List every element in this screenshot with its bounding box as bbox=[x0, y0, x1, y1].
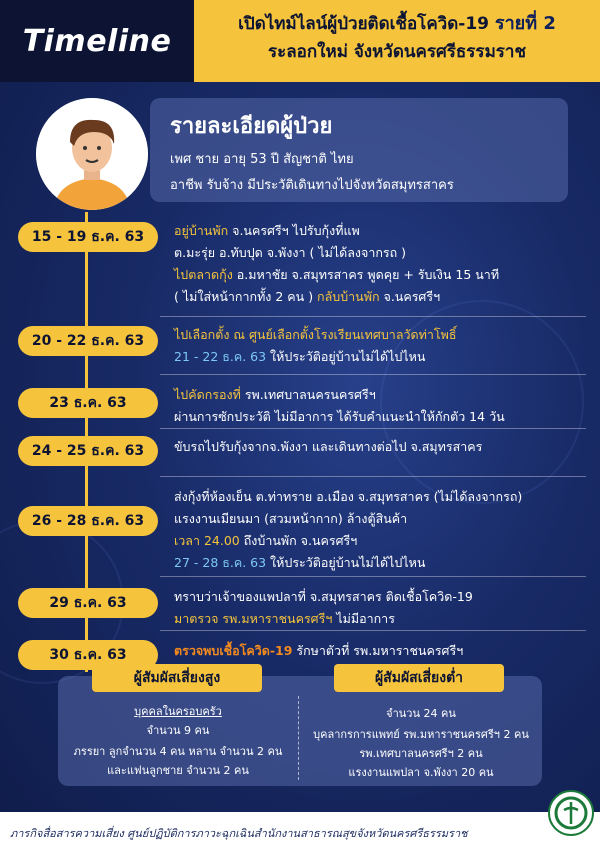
event-text: อยู่บ้านพัก bbox=[174, 223, 229, 238]
timeline-divider bbox=[160, 476, 586, 477]
high-risk-detail: ภรรยา ลูกจำนวน 4 คน หลาน จำนวน 2 คน bbox=[73, 745, 283, 758]
timeline-event bbox=[174, 586, 586, 630]
timeline-event bbox=[174, 486, 586, 574]
low-risk-detail: บุคลากรการแพทย์ รพ.มหาราชนครศรีฯ 2 คน bbox=[313, 728, 529, 741]
event-text: รักษาตัวที่ รพ.มหาราชนครศรีฯ bbox=[292, 643, 464, 658]
high-risk-detail: และแฟนลูกชาย จำนวน 2 คน bbox=[107, 764, 249, 777]
event-line bbox=[174, 384, 586, 406]
timeline-event bbox=[174, 220, 586, 308]
event-line bbox=[174, 436, 586, 458]
timeline-date: 26 - 28 ธ.ค. 63 bbox=[18, 506, 158, 536]
patient-heading: รายละเอียดผู้ป่วย bbox=[170, 114, 333, 139]
low-risk-detail: แรงงานแพปลา จ.พังงา 20 คน bbox=[348, 766, 494, 779]
event-text: 27 - 28 ธ.ค. 63 bbox=[174, 555, 267, 570]
timeline-event bbox=[174, 324, 586, 368]
timeline-event bbox=[174, 436, 586, 458]
timeline-divider bbox=[160, 630, 586, 631]
event-text: ทราบว่าเจ้าของแพปลาที่ จ.สมุทรสาคร ติดเชื้อโควิด-19 bbox=[174, 589, 473, 604]
event-text: ตรวจพบเชื้อโควิด-19 bbox=[174, 643, 293, 658]
event-text: ผ่านการซักประวัติ ไม่มีอาการ ได้รับคำแนะนำให้กักตัว 14 วัน bbox=[174, 409, 505, 424]
event-text: ให้ประวัติอยู่บ้านไม่ได้ไปไหน bbox=[266, 349, 426, 364]
contacts-panel bbox=[58, 670, 542, 786]
footer bbox=[0, 812, 600, 850]
timeline-date: 29 ธ.ค. 63 bbox=[18, 588, 158, 618]
event-line bbox=[174, 586, 586, 608]
timeline-date: 15 - 19 ธ.ค. 63 bbox=[18, 222, 158, 252]
event-line bbox=[174, 406, 586, 428]
logo-mark bbox=[550, 792, 592, 834]
high-risk-heading: ผู้สัมผัสเสี่ยงสูง bbox=[92, 664, 262, 692]
event-text: จ.นครศรีฯ ไปรับกุ้งที่แพ bbox=[228, 223, 360, 238]
event-text: กลับบ้านพัก bbox=[317, 289, 380, 304]
event-text: ต.มะรุ่ย อ.ทับปุด จ.พังงา ( ไม่ได้ลงจากรถ ) bbox=[174, 245, 407, 260]
timeline-divider bbox=[160, 374, 586, 375]
case-number: รายที่ 2 bbox=[494, 13, 556, 34]
title-text: เปิดไทม์ไลน์ผู้ป่วยติดเชื้อโควิด-19 bbox=[238, 14, 495, 34]
event-line bbox=[174, 608, 586, 630]
low-risk-count: จำนวน 24 คน bbox=[386, 707, 456, 720]
event-text: ไม่มีอาการ bbox=[332, 611, 395, 626]
event-text: เวลา 24.00 bbox=[174, 533, 240, 548]
high-risk-sub: บุคคลในครอบครัว bbox=[134, 705, 222, 718]
event-line bbox=[174, 486, 586, 508]
event-text: ไปเลือกตั้ง ณ ศูนย์เลือกตั้งโรงเรียนเทศบาลวัดท่าโพธิ์ bbox=[174, 327, 457, 342]
event-line bbox=[174, 552, 586, 574]
event-text: แรงงานเมียนมา (สวมหน้ากาก) ล้างตู้สินค้า bbox=[174, 511, 408, 526]
header bbox=[0, 0, 600, 82]
title-line-2 bbox=[206, 38, 588, 66]
patient-details-card bbox=[150, 98, 568, 202]
timeline-date: 30 ธ.ค. 63 bbox=[18, 640, 158, 670]
event-line bbox=[174, 508, 586, 530]
timeline-divider bbox=[160, 428, 586, 429]
event-line bbox=[174, 242, 586, 264]
event-line bbox=[174, 530, 586, 552]
province-name: จังหวัดนครศรีธรรมราช bbox=[353, 42, 526, 62]
event-text: อ.มหาชัย จ.สมุทรสาคร พูดคุย + รับเงิน 15 นาที bbox=[232, 267, 500, 282]
event-text: ขับรถไปรับกุ้งจากจ.พังงา และเดินทางต่อไป จ.สมุทรสาคร bbox=[174, 439, 483, 454]
title-line-1 bbox=[206, 10, 588, 38]
low-risk-heading: ผู้สัมผัสเสี่ยงต่ำ bbox=[334, 664, 504, 692]
low-risk-detail: รพ.เทศบาลนครศรีฯ 2 คน bbox=[359, 747, 483, 760]
event-line bbox=[174, 264, 586, 286]
event-line bbox=[174, 286, 586, 308]
patient-info-line: เพศ ชาย อายุ 53 ปี สัญชาติ ไทย bbox=[170, 152, 354, 167]
page-title bbox=[194, 0, 600, 82]
event-text: จ.นครศรีฯ bbox=[379, 289, 441, 304]
footer-text: ภารกิจสื่อสารความเสี่ยง ศูนย์ปฏิบัติการภาวะฉุกเฉินสำนักงานสาธารณสุขจังหวัดนครศรีธรรมราช bbox=[10, 827, 468, 840]
event-text: ไปคัดกรองที่ bbox=[174, 387, 241, 402]
timeline-divider bbox=[160, 576, 586, 577]
wave-label: ระลอกใหม่ bbox=[268, 42, 354, 62]
timeline-date: 20 - 22 ธ.ค. 63 bbox=[18, 326, 158, 356]
event-line bbox=[174, 324, 586, 346]
timeline-date: 23 ธ.ค. 63 bbox=[18, 388, 158, 418]
event-text: รพ.เทศบาลนครนครศรีฯ bbox=[240, 387, 376, 402]
patient-avatar-icon bbox=[36, 98, 148, 210]
event-text: 21 - 22 ธ.ค. 63 bbox=[174, 349, 267, 364]
event-text: มาตรวจ bbox=[174, 611, 219, 626]
event-text: ไปตลาดกุ้ง bbox=[174, 267, 233, 282]
event-text: ถึงบ้านพัก จ.นครศรีฯ bbox=[239, 533, 358, 548]
event-line bbox=[174, 220, 586, 242]
avatar-illustration bbox=[36, 98, 148, 210]
patient-occupation-line: อาชีพ รับจ้าง มีประวัติเดินทางไปจังหวัดสมุทรสาคร bbox=[170, 178, 454, 193]
event-text: ให้ประวัติอยู่บ้านไม่ได้ไปไหน bbox=[266, 555, 426, 570]
event-text: ส่งกุ้งที่ห้องเย็น ต.ท่าทราย อ.เมือง จ.สมุทรสาคร (ไม่ได้ลงจากรถ) bbox=[174, 489, 523, 504]
brand-box bbox=[0, 0, 194, 82]
brand-title: Timeline bbox=[22, 23, 172, 59]
event-text: ( ไม่ใส่หน้ากากทั้ง 2 คน ) bbox=[174, 289, 318, 304]
event-line bbox=[174, 346, 586, 368]
event-line bbox=[174, 640, 586, 662]
timeline-divider bbox=[160, 316, 586, 317]
ministry-logo-icon bbox=[548, 790, 594, 836]
timeline-event bbox=[174, 384, 586, 428]
event-text: รพ.มหาราชนครศรีฯ bbox=[218, 611, 333, 626]
timeline-date: 24 - 25 ธ.ค. 63 bbox=[18, 436, 158, 466]
high-risk-count: จำนวน 9 คน bbox=[146, 724, 210, 737]
timeline-event bbox=[174, 640, 586, 662]
